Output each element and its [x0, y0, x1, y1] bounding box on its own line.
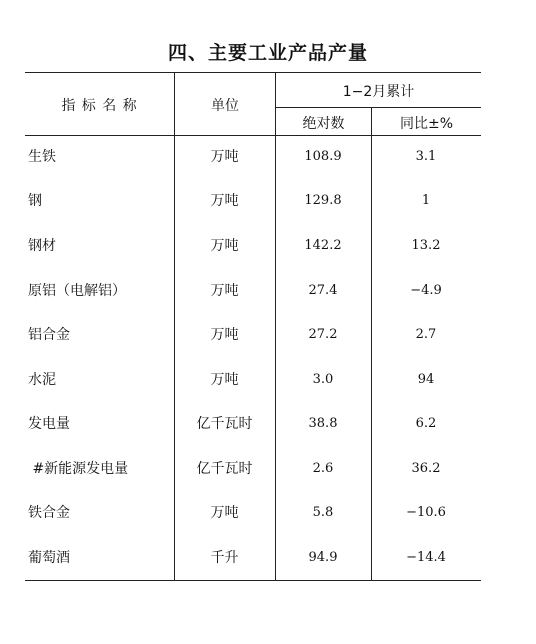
row-yoy: 2.7	[415, 327, 437, 342]
table-row	[25, 414, 481, 434]
table-row	[25, 191, 481, 211]
row-unit: 亿千瓦时	[196, 461, 253, 477]
row-yoy: −4.9	[410, 283, 442, 298]
row-unit: 万吨	[210, 238, 239, 254]
row-name: 钢材	[28, 238, 56, 254]
row-name: 铝合金	[28, 327, 70, 343]
row-unit: 千升	[210, 550, 239, 566]
header-period: 1−2月累计	[342, 84, 415, 100]
row-name: 钢	[28, 193, 42, 209]
row-yoy: −10.6	[406, 505, 446, 520]
row-unit: 万吨	[210, 327, 239, 343]
row-unit: 万吨	[210, 149, 239, 165]
header-yoy: 同比±%	[399, 116, 454, 132]
row-name: 原铝（电解铝）	[28, 283, 126, 299]
row-unit: 万吨	[210, 193, 239, 209]
row-value: 129.8	[304, 193, 342, 208]
row-value: 142.2	[304, 238, 342, 253]
row-yoy: 13.2	[411, 238, 441, 253]
row-name: 生铁	[28, 149, 56, 165]
bottom-rule	[25, 580, 481, 581]
header-bottom-rule	[25, 135, 481, 136]
row-unit: 亿千瓦时	[196, 416, 253, 432]
row-yoy: 1	[421, 193, 431, 208]
row-yoy: 3.1	[415, 149, 437, 164]
row-unit: 万吨	[210, 372, 239, 388]
row-name: 发电量	[28, 416, 70, 432]
row-value: 27.4	[308, 283, 338, 298]
header-name: 指 标 名 称	[61, 98, 138, 114]
row-yoy: −14.4	[406, 550, 446, 565]
top-rule	[25, 72, 481, 73]
row-yoy: 94	[417, 372, 435, 387]
table-row	[25, 459, 481, 479]
row-value: 94.9	[308, 550, 338, 565]
table-row	[25, 548, 481, 568]
row-value: 27.2	[308, 327, 338, 342]
row-value: 38.8	[308, 416, 338, 431]
row-value: 5.8	[312, 505, 334, 520]
table-row	[25, 147, 481, 167]
header-absolute: 绝对数	[302, 116, 345, 132]
row-value: 2.6	[312, 461, 334, 476]
table-row	[25, 503, 481, 523]
table-row	[25, 370, 481, 390]
table-row	[25, 325, 481, 345]
row-value: 3.0	[312, 372, 334, 387]
row-yoy: 36.2	[411, 461, 441, 476]
header-unit: 单位	[211, 98, 239, 114]
row-name: 铁合金	[28, 505, 70, 521]
row-unit: 万吨	[210, 283, 239, 299]
table-row	[25, 281, 481, 301]
row-name: 水泥	[28, 372, 56, 388]
table-row	[25, 236, 481, 256]
row-name: 葡萄酒	[28, 550, 70, 566]
row-unit: 万吨	[210, 505, 239, 521]
table-title: 四、主要工业产品产量	[167, 42, 368, 64]
row-name: #新能源发电量	[28, 461, 129, 477]
row-yoy: 6.2	[415, 416, 437, 431]
header-mid-rule	[275, 107, 481, 108]
row-value: 108.9	[304, 149, 342, 164]
